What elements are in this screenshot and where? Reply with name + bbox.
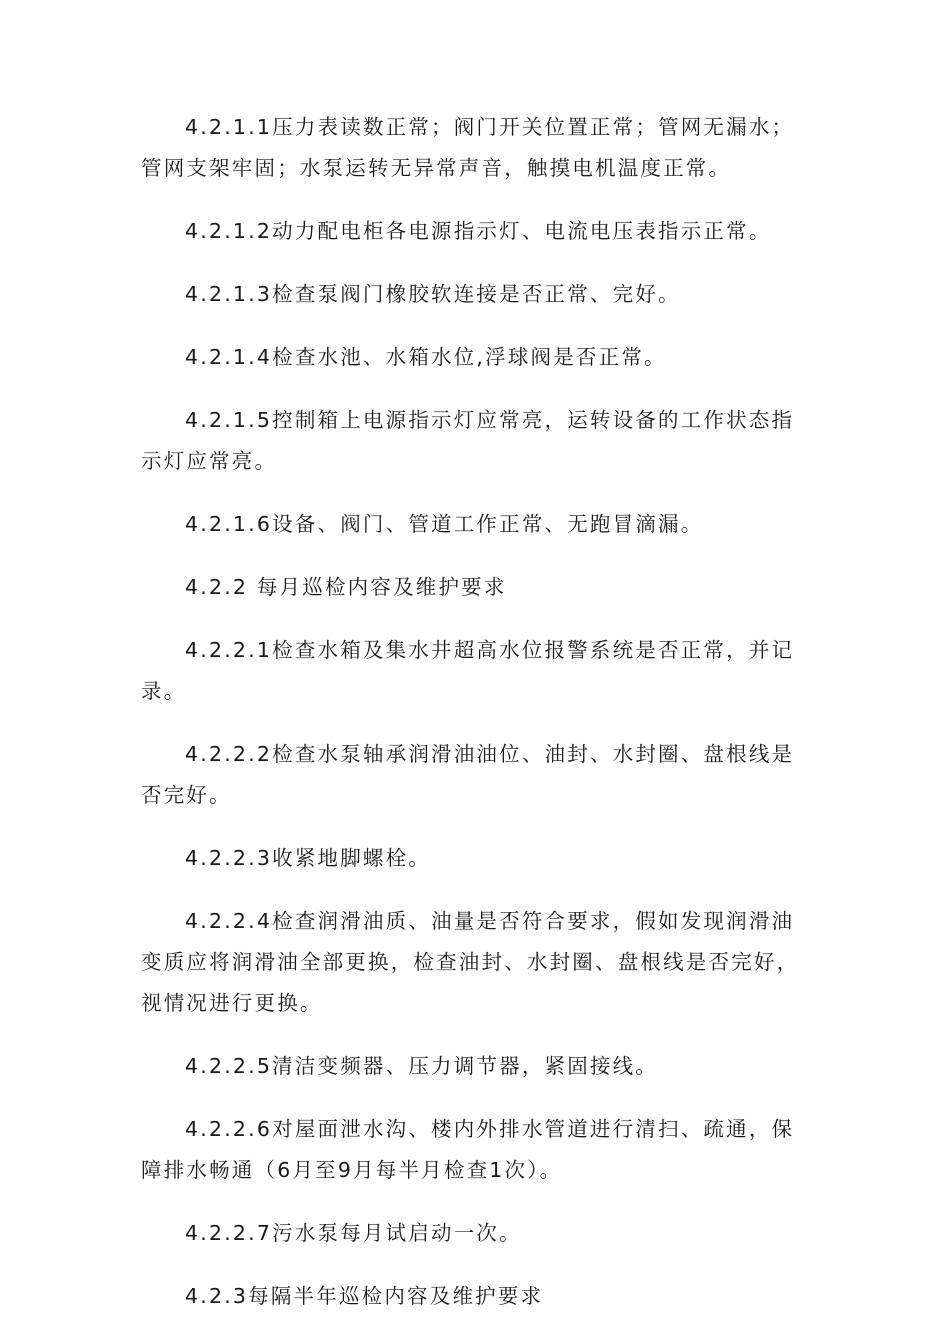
paragraph-4-2-1-5: 4.2.1.5控制箱上电源指示灯应常亮，运转设备的工作状态指示灯应常亮。	[141, 408, 795, 473]
document-body	[141, 107, 811, 1339]
paragraph-4-2-2-7: 4.2.2.7污水泵每月试启动一次。	[185, 1221, 522, 1245]
paragraph-4-2-1-1: 4.2.1.1压力表读数正常；阀门开关位置正常；管网无漏水；管网支架牢固；水泵运转无异常声音，触摸电机温度正常。	[141, 115, 795, 180]
paragraph-4-2-1-4: 4.2.1.4检查水池、水箱水位,浮球阀是否正常。	[185, 345, 667, 369]
section-heading-4-2-3: 4.2.3每隔半年巡检内容及维护要求	[185, 1284, 544, 1308]
paragraph-4-2-1-6: 4.2.1.6设备、阀门、管道工作正常、无跑冒滴漏。	[185, 512, 704, 536]
paragraph-4-2-1-2: 4.2.1.2动力配电柜各电源指示灯、电流电压表指示正常。	[185, 219, 772, 243]
paragraph-4-2-2-6: 4.2.2.6对屋面泄水沟、楼内外排水管道进行清扫、疏通，保障排水畅通（6月至9月每半月检查1次）。	[141, 1117, 795, 1182]
paragraph-4-2-2-2: 4.2.2.2检查水泵轴承润滑油油位、油封、水封圈、盘根线是否完好。	[141, 742, 795, 807]
paragraph-4-2-1-3: 4.2.1.3检查泵阀门橡胶软连接是否正常、完好。	[185, 282, 681, 306]
paragraph-4-2-2-4: 4.2.2.4检查润滑油质、油量是否符合要求，假如发现润滑油变质应将润滑油全部更换，检查油封、水封圈、盘根线是否完好，视情况进行更换。	[141, 909, 800, 1015]
section-heading-4-2-2: 4.2.2 每月巡检内容及维护要求	[185, 575, 507, 599]
paragraph-4-2-2-3: 4.2.2.3收紧地脚螺栓。	[185, 846, 432, 870]
paragraph-4-2-2-5: 4.2.2.5清洁变频器、压力调节器，紧固接线。	[185, 1054, 659, 1078]
paragraph-4-2-2-1: 4.2.2.1检查水箱及集水井超高水位报警系统是否正常，并记录。	[141, 638, 795, 703]
